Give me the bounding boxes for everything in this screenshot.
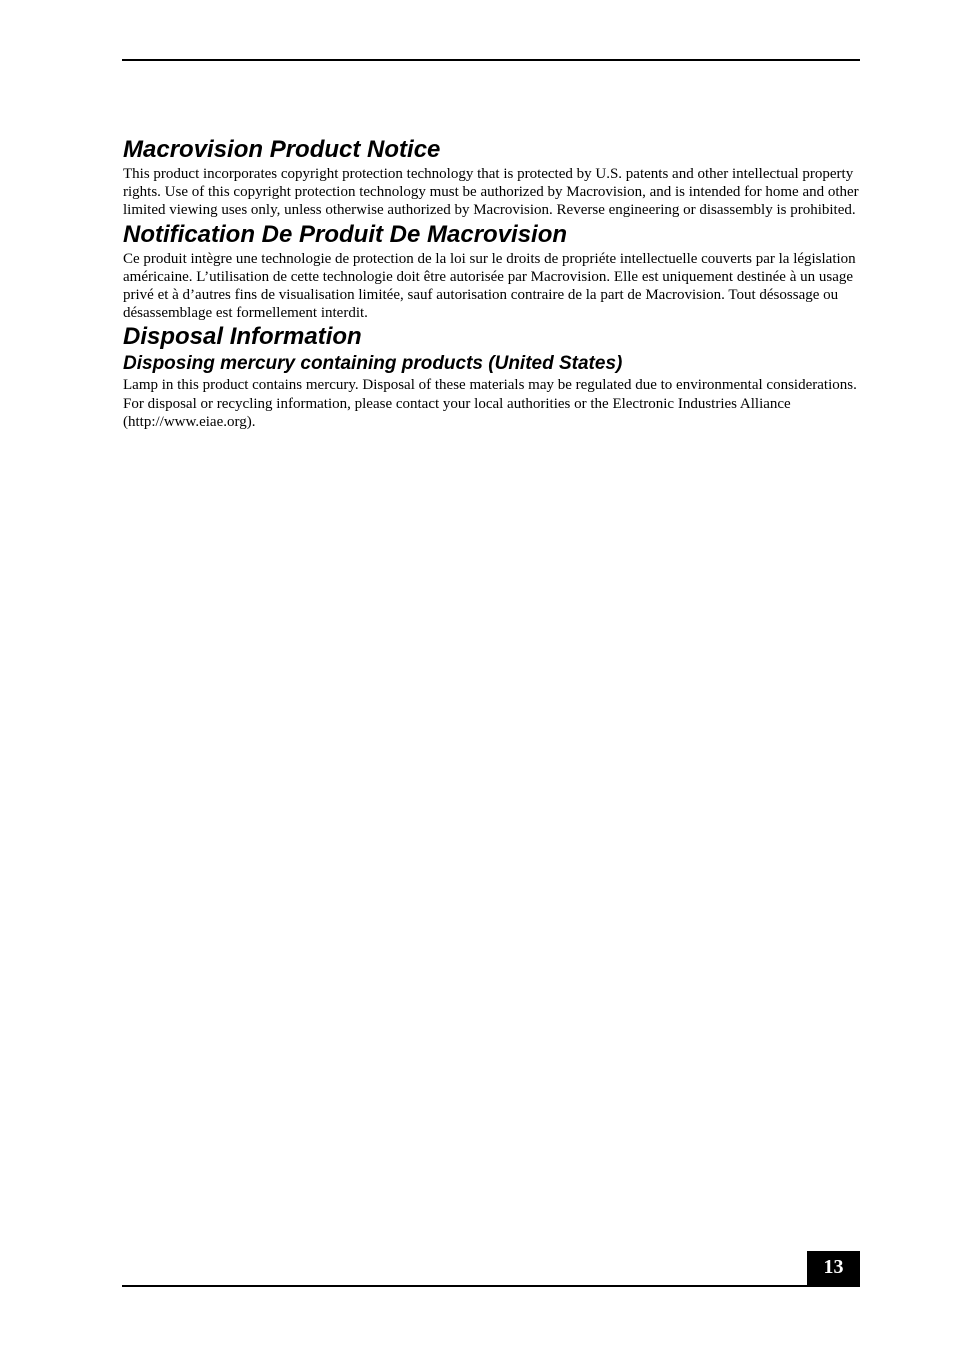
macrovision-notice-fr-paragraph: Ce produit intègre une technologie de protection de la loi sur le droits de propriéte intellectuelle couverts par la législation américaine. L’utilisation de cette technologie doit être autorisée par Macrovision. Elle est uniquement destinée à un usage privé et à d’autres fins de visualisation limitée, sauf autorisation contraire de la part de Macrovision. Tout désossage ou désassemblage est formellement interdit. (123, 250, 856, 322)
header-rule (122, 59, 860, 61)
recycling-info-paragraph: For disposal or recycling information, please contact your local authorities or the Electronic Industries Alliance (http://www.eiae.org). (123, 395, 791, 430)
macrovision-notice-paragraph: This product incorporates copyright protection technology that is protected by U.S. patents and other intellectual property rights. Use of this copyright protection technology must be authorized by Macrovision, and is intended for home and other limited viewing uses only, unless otherwise authorized by Macrovision. Reverse engineering or disassembly is prohibited. (123, 166, 859, 219)
macrovision-notice-fr-heading: Notification De Produit De Macrovision (123, 220, 568, 248)
document-body (123, 135, 859, 431)
disposal-information-heading: Disposal Information (123, 323, 362, 351)
footer-rule (122, 1285, 860, 1287)
mercury-lamp-paragraph: Lamp in this product contains mercury. Disposal of these materials may be regulated due to environmental considerations. (123, 377, 857, 394)
macrovision-notice-heading: Macrovision Product Notice (123, 136, 441, 163)
page-number-badge: 13 (807, 1251, 860, 1287)
disposing-mercury-subheading: Disposing mercury containing products (United States) (123, 353, 623, 375)
